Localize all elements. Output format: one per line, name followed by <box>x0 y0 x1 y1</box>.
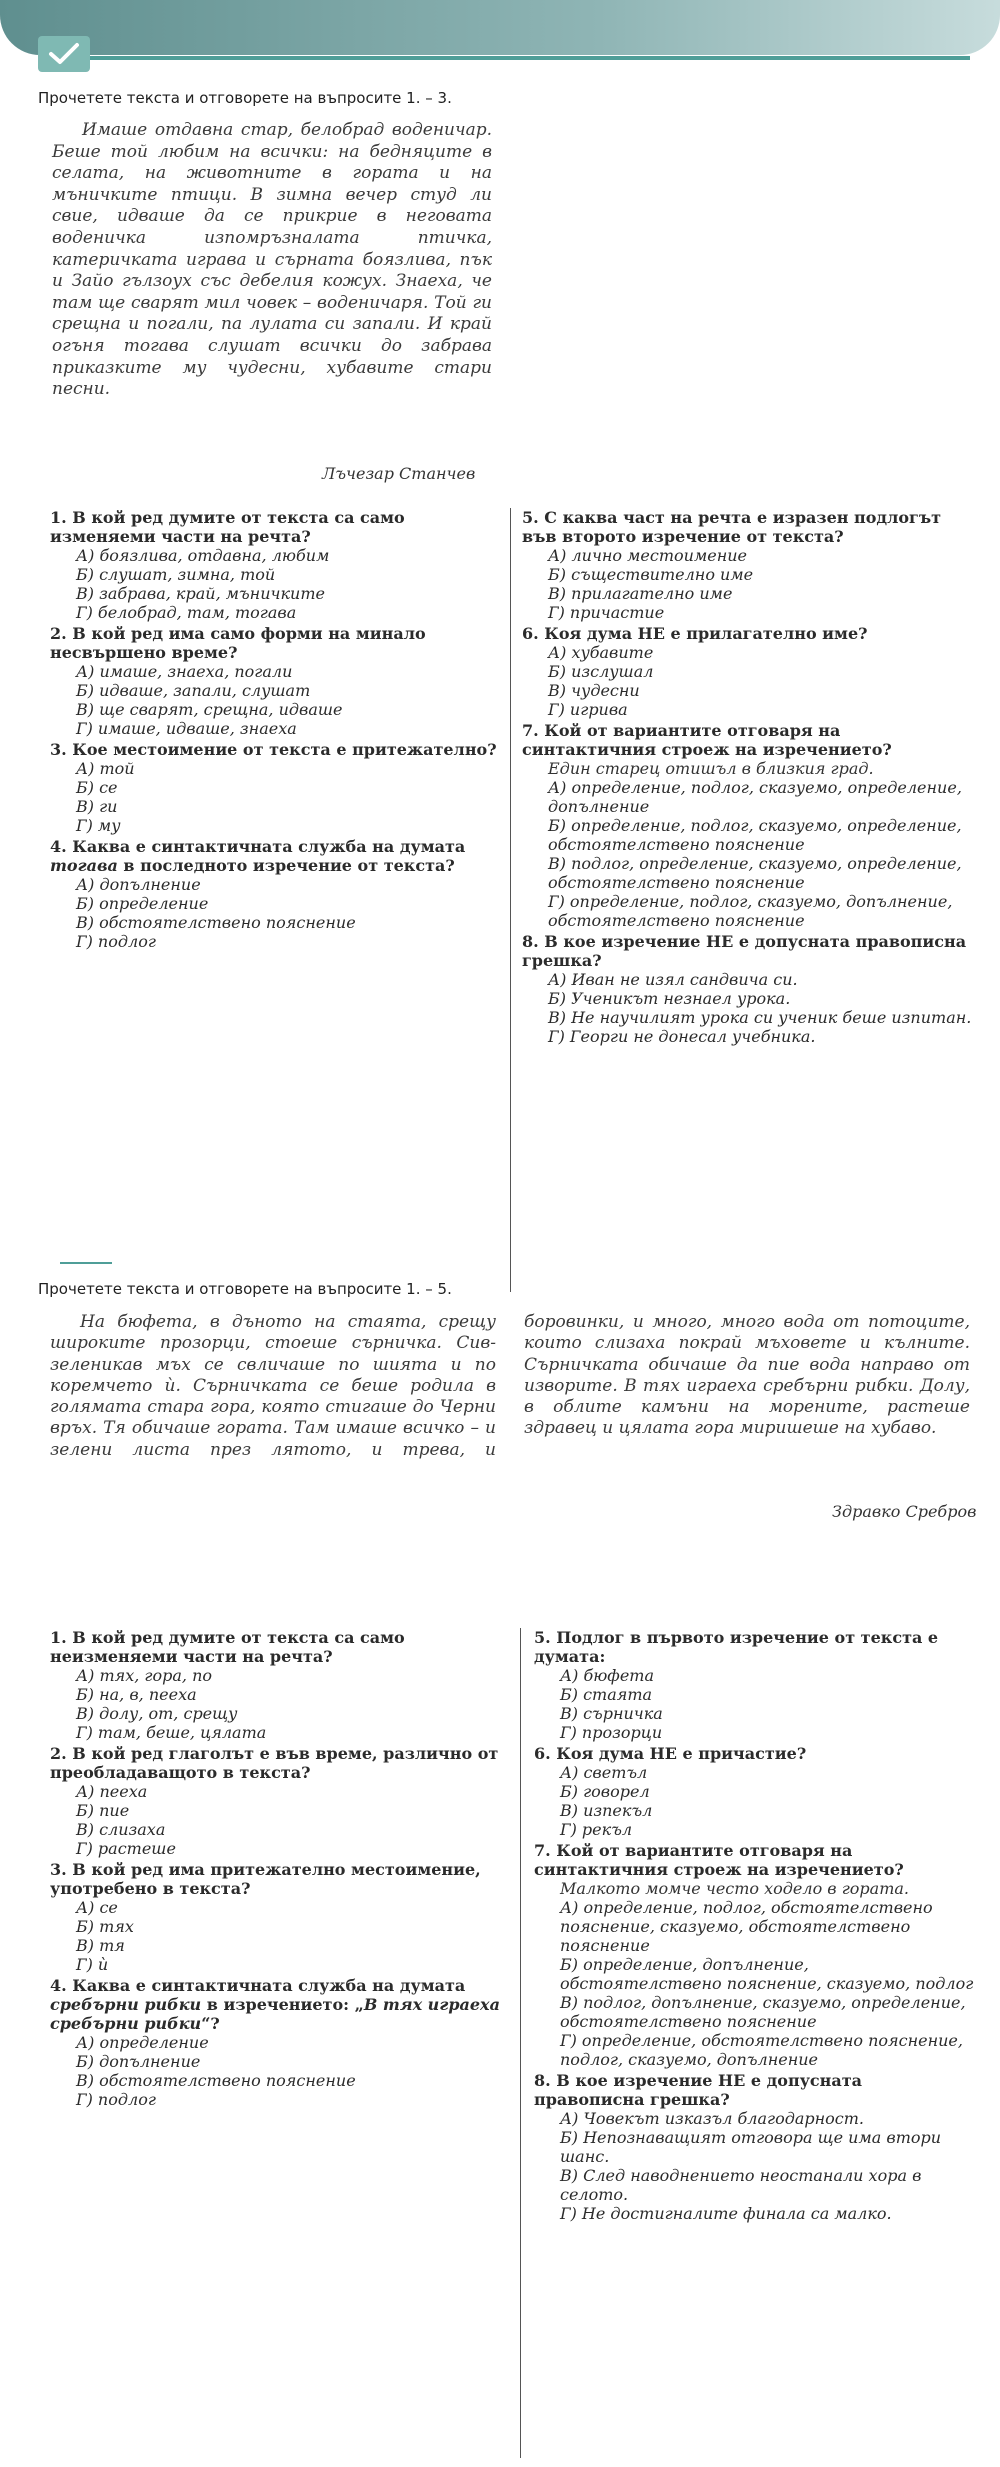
answer-option[interactable]: А) боязлива, отдавна, любим <box>76 546 330 565</box>
answer-option[interactable]: В) слизаха <box>76 1820 166 1839</box>
question-text: 2. В кой ред има само форми на минало несвършено време? <box>50 624 426 662</box>
answer-option[interactable]: Г) определение, подлог, сказуемо, допълнение, обстоятелствено пояснение <box>548 892 953 930</box>
question-text: 1. В кой ред думите от текста са само неизменяеми части на речта? <box>50 1628 405 1666</box>
column-divider <box>520 1628 521 2458</box>
question-8 <box>534 2071 974 2223</box>
answer-option[interactable]: Б) стаята <box>560 1685 653 1704</box>
question-7 <box>522 721 974 930</box>
answer-option[interactable]: Б) определение, подлог, сказуемо, определение, обстоятелствено пояснение <box>548 816 962 854</box>
answer-option[interactable]: В) ще сварят, срещна, идваше <box>76 700 343 719</box>
answer-option[interactable]: А) той <box>76 759 135 778</box>
question-text: 4. Каква е синтактичната служба на думата тогава в последното изречение от текста? <box>50 837 466 875</box>
answer-option[interactable]: Г) подлог <box>76 932 156 951</box>
answer-option[interactable]: А) се <box>76 1898 118 1917</box>
section2-author: Здравко Сребров <box>832 1502 977 1521</box>
answer-option[interactable]: Г) игрива <box>548 700 628 719</box>
question-text: 6. Коя дума НЕ е причастие? <box>534 1744 807 1763</box>
question-text: 8. В кое изречение НЕ е допусната правописна грешка? <box>522 932 967 970</box>
answer-option[interactable]: Г) ѝ <box>76 1955 109 1974</box>
question-text: 5. С каква част на речта е изразен подлогът във второто изречение от текста? <box>522 508 942 546</box>
answer-option[interactable]: Б) тях <box>76 1917 134 1936</box>
answer-option[interactable]: Б) се <box>76 778 118 797</box>
answer-option[interactable]: Г) рекъл <box>560 1820 633 1839</box>
header-rule <box>90 56 970 60</box>
answer-option[interactable]: А) пееха <box>76 1782 148 1801</box>
section1-passage: Имаше отдавна стар, белобрад воденичар. Беше той любим на всички: на бедняците в селата, на животните в гората и на мъничките птици. В зимна вечер студ ли свие, идваше да се прикрие в неговата воденичка изпомръзналата птичка, катеричката играва и сърната боязлива, пък и Зайо гълзоух със дебелия кожух. Знаеха, че там ще сварят мил човек – воденичаря. Той ги срещна и погали, па лулата си запали. И край огъня тогава слушат всички до забрава приказките му чудесни, хубавите стари песни. <box>52 120 492 400</box>
section2-left-questions <box>50 1628 502 2111</box>
question-8 <box>522 932 974 1046</box>
answer-option[interactable]: А) хубавите <box>548 643 654 662</box>
answer-option[interactable]: Г) Не достигналите финала са малко. <box>560 2204 892 2223</box>
answer-option[interactable]: А) определение, подлог, сказуемо, определение, допълнение <box>548 778 962 816</box>
question-text: 8. В кое изречение НЕ е допусната правописна грешка? <box>534 2071 863 2109</box>
question-text: 2. В кой ред глаголът е във време, различно от преобладаващото в текста? <box>50 1744 499 1782</box>
answer-option[interactable]: А) бюфета <box>560 1666 654 1685</box>
answer-option[interactable]: Б) идваше, запали, слушат <box>76 681 311 700</box>
answer-option[interactable]: Б) Ученикът незнаел урока. <box>548 989 791 1008</box>
question-7 <box>534 1841 974 2069</box>
question-text: 5. Подлог в първото изречение от текста е думата: <box>534 1628 939 1666</box>
answer-option[interactable]: Г) растеше <box>76 1839 176 1858</box>
answer-option[interactable]: В) Не научилият урока си ученик беше изпитан. <box>548 1008 972 1027</box>
answer-option[interactable]: Г) белобрад, там, тогава <box>76 603 297 622</box>
question-1 <box>50 1628 502 1742</box>
answer-option[interactable]: В) обстоятелствено пояснение <box>76 2071 356 2090</box>
answer-option[interactable]: Г) прозорци <box>560 1723 663 1742</box>
question-3 <box>50 740 500 835</box>
answer-option[interactable]: А) определение <box>76 2033 209 2052</box>
answer-option[interactable]: В) обстоятелствено пояснение <box>76 913 356 932</box>
answer-option[interactable]: Г) имаше, идваше, знаеха <box>76 719 297 738</box>
answer-option[interactable]: Б) пие <box>76 1801 130 1820</box>
question-text: 7. Кой от вариантите отговаря на синтактичния строеж на изречението? <box>534 1841 904 1879</box>
answer-option[interactable]: Б) допълнение <box>76 2052 201 2071</box>
answer-option[interactable]: Г) Георги не донесал учебника. <box>548 1027 816 1046</box>
example-sentence: Малкото момче често ходело в гората. <box>560 1879 909 1898</box>
answer-option[interactable]: А) Иван не изял сандвича си. <box>548 970 798 989</box>
question-2 <box>50 624 500 738</box>
answer-option[interactable]: А) светъл <box>560 1763 648 1782</box>
answer-option[interactable]: В) прилагателно име <box>548 584 733 603</box>
column-divider <box>510 508 511 1292</box>
checkmark-icon <box>48 42 80 66</box>
question-text: 7. Кой от вариантите отговаря на синтактичния строеж на изречението? <box>522 721 892 759</box>
answer-option[interactable]: В) сърничка <box>560 1704 663 1723</box>
section2-right-questions <box>534 1628 974 2225</box>
question-4 <box>50 837 500 951</box>
question-text: 4. Каква е синтактичната служба на думата сребърни рибки в изречението: „В тях играеха сребърни рибки“? <box>50 1976 500 2033</box>
section1-left-questions <box>50 508 500 953</box>
question-5 <box>522 508 974 622</box>
answer-option[interactable]: Б) изслушал <box>548 662 654 681</box>
answer-option[interactable]: Б) определение, допълнение, обстоятелствено пояснение, сказуемо, подлог <box>560 1955 974 1993</box>
answer-option[interactable]: В) ги <box>76 797 118 816</box>
answer-option[interactable]: Б) Непознаващият отговора ще има втори шанс. <box>560 2128 942 2166</box>
answer-option[interactable]: Б) говорел <box>560 1782 650 1801</box>
answer-option[interactable]: В) чудесни <box>548 681 640 700</box>
answer-option[interactable]: В) забрава, край, мъничките <box>76 584 325 603</box>
answer-option[interactable]: В) подлог, допълнение, сказуемо, определение, обстоятелствено пояснение <box>560 1993 966 2031</box>
check-badge <box>38 36 90 72</box>
answer-option[interactable]: Г) причастие <box>548 603 665 622</box>
question-6 <box>534 1744 974 1839</box>
answer-option[interactable]: Б) на, в, пееха <box>76 1685 197 1704</box>
question-5 <box>534 1628 974 1742</box>
question-text: 6. Коя дума НЕ е прилагателно име? <box>522 624 868 643</box>
answer-option[interactable]: А) лично местоимение <box>548 546 747 565</box>
answer-option[interactable]: А) имаше, знаеха, погали <box>76 662 293 681</box>
section2-passage: На бюфета, в дъното на стаята, срещу широките прозорци, стоеше сърничка. Сив-зеленикав мъх се свличаше по шията и по коремчето ѝ. Сърничката се беше родила в голямата стара гора, която стигаше до Черни връх. Тя обичаше гората. Там имаше всичко – и зелени листа през лятото, и трева, и боровинки, и много, много вода от потоците, които слизаха покрай мъховете и кълните. Сърничката обичаше да пие вода направо от изворите. В тях играеха сребърни рибки. Долу, в облите камъни на морените, растеше здравец и цялата гора миришеше на хубаво. <box>50 1312 970 1460</box>
answer-option[interactable]: В) тя <box>76 1936 125 1955</box>
question-1 <box>50 508 500 622</box>
question-text: 3. В кой ред има притежателно местоимение, употребено в текста? <box>50 1860 481 1898</box>
answer-option[interactable]: Б) слушат, зимна, той <box>76 565 276 584</box>
section-rule <box>60 1262 112 1264</box>
answer-option[interactable]: А) допълнение <box>76 875 201 894</box>
answer-option[interactable]: В) изпекъл <box>560 1801 653 1820</box>
section2-instruction: Прочетете текста и отговорете на въпросите 1. – 5. <box>38 1280 452 1298</box>
answer-option[interactable]: Г) определение, обстоятелствено пояснение, подлог, сказуемо, допълнение <box>560 2031 963 2069</box>
answer-option[interactable]: Г) подлог <box>76 2090 156 2109</box>
header-band <box>0 0 1000 55</box>
question-3 <box>50 1860 502 1974</box>
answer-option[interactable]: Г) му <box>76 816 121 835</box>
question-4 <box>50 1976 502 2109</box>
section1-instruction: Прочетете текста и отговорете на въпросите 1. – 3. <box>38 89 452 107</box>
question-6 <box>522 624 974 719</box>
question-2 <box>50 1744 502 1858</box>
answer-option[interactable]: В) След наводнението неостанали хора в селото. <box>560 2166 922 2204</box>
answer-option[interactable]: А) Човекът изказъл благодарност. <box>560 2109 865 2128</box>
example-sentence: Един старец отишъл в близкия град. <box>548 759 874 778</box>
section1-right-questions <box>522 508 974 1048</box>
question-text: 3. Кое местоимение от текста е притежателно? <box>50 740 497 759</box>
answer-option[interactable]: В) долу, от, срещу <box>76 1704 238 1723</box>
answer-option[interactable]: Б) определение <box>76 894 209 913</box>
section1-author: Лъчезар Станчев <box>322 464 476 483</box>
answer-option[interactable]: А) определение, подлог, обстоятелствено пояснение, сказуемо, обстоятелствено пояснение <box>560 1898 933 1955</box>
answer-option[interactable]: Б) съществително име <box>548 565 754 584</box>
answer-option[interactable]: В) подлог, определение, сказуемо, определение, обстоятелствено пояснение <box>548 854 962 892</box>
answer-option[interactable]: Г) там, беше, цялата <box>76 1723 267 1742</box>
question-text: 1. В кой ред думите от текста са само изменяеми части на речта? <box>50 508 405 546</box>
answer-option[interactable]: А) тях, гора, по <box>76 1666 213 1685</box>
